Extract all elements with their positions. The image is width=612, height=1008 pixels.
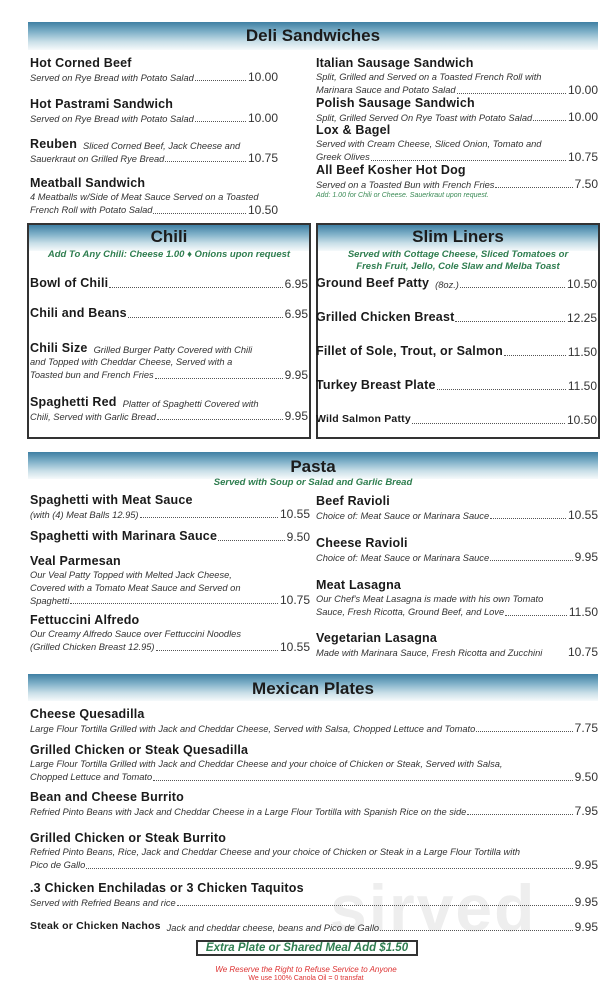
item-name-line <box>30 831 598 846</box>
menu-item <box>30 554 310 607</box>
section-header-slim <box>318 225 598 251</box>
slim-subtitle-1: Served with Cottage Cheese, Sliced Tomatoes or <box>347 249 569 260</box>
item-description: Sauce, Fresh Ricotta, Ground Beef, and Love <box>316 607 505 617</box>
item-name-line <box>30 554 310 569</box>
menu-item <box>30 276 308 291</box>
item-name-line <box>316 536 598 551</box>
item-price: 9.95 <box>574 920 598 934</box>
item-price: 10.75 <box>279 593 310 607</box>
item-description-line <box>30 594 310 607</box>
footer-line-2: We use 100% Canola Oil = 0 transfat <box>248 975 364 982</box>
item-description-line <box>316 178 598 191</box>
item-price: 9.95 <box>574 857 598 872</box>
menu-item <box>30 306 308 321</box>
item-description: Jack and cheddar cheese, beans and Pico de Gallo <box>166 922 380 933</box>
menu-item <box>30 395 308 423</box>
menu-item <box>316 163 598 201</box>
item-description: Sliced Corned Beef, Jack Cheese and <box>83 140 241 151</box>
item-name: Grilled Chicken or Steak Burrito <box>30 831 227 845</box>
item-name: Reuben <box>30 137 78 151</box>
item-name-line <box>316 56 598 71</box>
menu-item <box>30 56 278 84</box>
item-description: Greek Olives <box>316 152 370 162</box>
item-description: Choice of: Meat Sauce or Marinara Sauce <box>316 510 490 521</box>
section-header-deli <box>28 22 598 50</box>
item-price: 9.95 <box>574 550 598 564</box>
item-name: Chili Size <box>30 341 88 355</box>
item-description-line <box>30 508 310 521</box>
item-description: Grilled Burger Patty Covered with Chili <box>93 344 253 355</box>
item-description: Served with Cream Cheese, Sliced Onion, Tomato and <box>316 139 542 149</box>
item-description-line <box>30 859 598 872</box>
dot-leader <box>128 317 283 318</box>
item-description: Spaghetti <box>30 595 70 606</box>
item-name: Meatball Sandwich <box>30 176 146 190</box>
item-name: Grilled Chicken Breast <box>316 310 455 324</box>
item-price: 11.50 <box>567 379 597 393</box>
item-name: Cheese Quesadilla <box>30 707 145 721</box>
item-price: 10.50 <box>566 413 597 427</box>
item-name-line <box>30 276 308 291</box>
item-name: Grilled Chicken or Steak Quesadilla <box>30 743 249 757</box>
item-description: Served on a Toasted Bun with French Fries <box>316 179 495 190</box>
dot-leader <box>371 160 566 161</box>
item-description-line <box>30 191 278 204</box>
item-name-line <box>30 743 598 758</box>
item-description-line <box>30 71 278 84</box>
dot-leader <box>86 868 572 869</box>
menu-item <box>316 310 597 325</box>
item-name-line <box>30 56 278 71</box>
dot-leader <box>380 930 573 931</box>
watermark: sirved <box>330 871 537 945</box>
menu-item <box>30 529 310 544</box>
item-price: 10.55 <box>279 507 310 521</box>
item-name-line <box>30 707 598 722</box>
item-name: Spaghetti Red <box>30 395 117 409</box>
menu-item <box>316 123 598 164</box>
item-description-line <box>30 569 310 582</box>
item-price: 11.50 <box>568 604 598 619</box>
item-name-line <box>30 529 310 544</box>
item-description: Marinara Sauce and Potato Salad <box>316 85 456 95</box>
item-name: Bean and Cheese Burrito <box>30 790 184 804</box>
item-name: All Beef Kosher Hot Dog <box>316 163 466 177</box>
menu-item <box>30 613 310 654</box>
item-name: Lox & Bagel <box>316 123 391 137</box>
item-description: Chopped Lettuce and Tomato <box>30 772 153 782</box>
item-description-line <box>316 151 598 164</box>
item-price: 7.75 <box>574 721 598 735</box>
item-name-line <box>30 341 308 356</box>
item-name-line <box>30 493 310 508</box>
item-name: Turkey Breast Plate <box>316 378 436 392</box>
menu-item <box>316 276 597 291</box>
dot-leader <box>412 423 565 424</box>
menu-item <box>30 707 598 735</box>
dot-leader <box>153 213 245 214</box>
item-name-line <box>316 344 597 359</box>
section-header-chili <box>29 225 309 251</box>
dot-leader <box>504 355 566 356</box>
section-header-mexican <box>28 674 598 701</box>
item-description-line <box>30 805 598 818</box>
menu-item <box>30 831 598 872</box>
item-name-line <box>316 163 598 178</box>
item-name: Fillet of Sole, Trout, or Salmon <box>316 344 503 358</box>
item-name-line <box>316 96 598 111</box>
item-description: 4 Meatballs w/Side of Meat Sauce Served on a Toasted <box>30 192 259 202</box>
menu-item <box>316 344 597 359</box>
item-description-line <box>30 369 308 382</box>
item-name: Veal Parmesan <box>30 554 121 568</box>
item-description-line <box>316 646 598 659</box>
item-name: Hot Corned Beef <box>30 56 132 70</box>
item-price: 10.00 <box>247 111 278 125</box>
item-description: Chili, Served with Garlic Bread <box>30 411 157 422</box>
dot-leader <box>455 321 564 322</box>
dot-leader <box>177 905 573 906</box>
item-price: 10.00 <box>567 110 598 124</box>
dot-leader <box>70 603 278 604</box>
item-name-line <box>30 881 598 896</box>
item-name-line <box>316 378 597 393</box>
item-description-line <box>30 758 598 771</box>
menu-item <box>316 56 598 97</box>
item-description-line <box>30 204 278 217</box>
dot-leader <box>195 80 246 81</box>
item-name-line <box>316 494 598 509</box>
dot-leader <box>495 187 572 188</box>
item-price: 10.50 <box>247 202 278 217</box>
section-title: Deli Sandwiches <box>245 26 381 45</box>
item-description: Refried Pinto Beans with Jack and Cheddar Cheese in a Large Flour Tortilla with Spanish Rice on the side <box>30 806 467 817</box>
menu-item <box>30 137 278 165</box>
item-price: 7.95 <box>574 804 598 818</box>
item-description-line <box>30 152 278 165</box>
item-price: 9.50 <box>286 530 310 544</box>
item-name-line <box>316 412 597 427</box>
item-description: Toasted bun and French Fries <box>30 370 154 380</box>
item-name-line <box>30 395 308 410</box>
chili-subtitle: Add To Any Chili: Cheese 1.00 ♦ Onions upon request <box>47 249 291 260</box>
item-name: Bowl of Chili <box>30 276 109 290</box>
item-description: (Grilled Chicken Breast 12.95) <box>30 642 155 652</box>
item-name-line <box>30 919 598 934</box>
item-description-line <box>30 112 278 125</box>
dot-leader <box>157 419 283 420</box>
item-description-line <box>30 582 310 595</box>
item-description-line <box>30 628 310 641</box>
item-description: Sauerkraut on Grilled Rye Bread <box>30 153 165 164</box>
item-name: Spaghetti with Meat Sauce <box>30 493 193 507</box>
dot-leader <box>533 120 566 121</box>
item-name-line <box>316 631 598 646</box>
item-price: 11.50 <box>567 345 597 359</box>
dot-leader <box>140 517 278 518</box>
dot-leader <box>457 93 566 94</box>
item-price: 10.75 <box>247 151 278 165</box>
item-description-line <box>30 896 598 909</box>
item-price: 12.25 <box>566 311 597 325</box>
menu-item <box>316 494 598 522</box>
item-description-line <box>30 722 598 735</box>
item-description-line <box>316 606 598 619</box>
item-description: and Topped with Cheddar Cheese, Served with a <box>30 357 233 367</box>
item-price: 10.55 <box>279 639 310 654</box>
item-note: Add: 1.00 for Chili or Cheese. Sauerkraut upon request. <box>316 192 489 199</box>
pasta-subtitle: Served with Soup or Salad and Garlic Bread <box>213 477 413 488</box>
dot-leader <box>476 731 572 732</box>
section-title: Chili <box>150 227 188 246</box>
item-description: (with (4) Meat Balls 12.95) <box>30 509 139 520</box>
item-description: Split, Grilled Served On Rye Toast with Potato Salad <box>316 112 533 123</box>
item-name-line <box>316 310 597 325</box>
dot-leader <box>165 161 246 162</box>
item-description: Our Chef's Meat Lasagna is made with his own Tomato <box>316 594 544 604</box>
menu-item <box>30 743 598 784</box>
dot-leader <box>109 287 282 288</box>
menu-item <box>30 881 598 909</box>
item-name-line <box>316 123 598 138</box>
item-description-line <box>316 84 598 97</box>
menu-item <box>316 412 597 427</box>
item-name: Polish Sausage Sandwich <box>316 96 475 110</box>
item-description: Platter of Spaghetti Covered with <box>122 398 259 409</box>
menu-item <box>316 536 598 564</box>
dot-leader <box>155 378 283 379</box>
menu-item <box>316 378 597 393</box>
item-description-line <box>316 593 598 606</box>
dot-leader <box>490 518 566 519</box>
item-description-line <box>316 138 598 151</box>
item-name: Cheese Ravioli <box>316 536 408 550</box>
item-description-line <box>30 846 598 859</box>
item-description: Large Flour Tortilla Grilled with Jack and Cheddar Cheese, Served with Salsa, Chopped Lettuce and Tomato <box>30 723 476 734</box>
item-description: French Roll with Potato Salad <box>30 205 153 215</box>
item-price: 10.75 <box>567 645 598 659</box>
item-price: 10.00 <box>247 70 278 84</box>
item-name-line <box>30 97 278 112</box>
section-title: Pasta <box>290 457 336 476</box>
item-description: Our Veal Patty Topped with Melted Jack Cheese, <box>30 570 232 580</box>
slim-subtitle-2: Fresh Fruit, Jello, Cole Slaw and Melba Toast <box>356 261 560 272</box>
item-description-line <box>316 551 598 564</box>
dot-leader <box>218 540 285 541</box>
dot-leader <box>460 287 565 288</box>
item-price: 6.95 <box>284 307 308 321</box>
dot-leader <box>490 560 573 561</box>
dot-leader <box>505 615 567 616</box>
item-description: Split, Grilled and Served on a Toasted French Roll with <box>316 72 542 82</box>
item-description: Made with Marinara Sauce, Fresh Ricotta and Zucchini <box>316 647 543 658</box>
menu-item <box>30 493 310 521</box>
item-name-line <box>30 176 278 191</box>
item-name: Ground Beef Patty <box>316 276 430 290</box>
item-description-line <box>30 641 310 654</box>
item-name: Meat Lasagna <box>316 578 402 592</box>
item-price: 10.75 <box>567 149 598 164</box>
dot-leader <box>153 780 572 781</box>
item-description: (8oz.) <box>435 279 459 290</box>
item-description: Pico de Gallo <box>30 860 86 870</box>
menu-item <box>316 631 598 659</box>
item-description: Served with Refried Beans and rice <box>30 897 176 908</box>
item-name-line <box>316 276 597 291</box>
item-price: 9.95 <box>574 895 598 909</box>
item-price: 7.50 <box>574 177 598 191</box>
item-description-line <box>30 771 598 784</box>
item-description-line <box>316 71 598 84</box>
item-name: Italian Sausage Sandwich <box>316 56 474 70</box>
item-description: Served on Rye Bread with Potato Salad <box>30 72 194 83</box>
item-name: Spaghetti with Marinara Sauce <box>30 529 218 543</box>
item-price: 9.95 <box>284 367 308 382</box>
item-name: Hot Pastrami Sandwich <box>30 97 174 111</box>
menu-item <box>30 341 308 382</box>
item-name: Steak or Chicken Nachos <box>30 920 161 932</box>
item-description-line <box>30 410 308 423</box>
item-description: Choice of: Meat Sauce or Marinara Sauce <box>316 552 490 563</box>
dot-leader <box>195 121 246 122</box>
item-name-line <box>316 578 598 593</box>
item-name: Beef Ravioli <box>316 494 390 508</box>
item-price: 10.00 <box>567 82 598 97</box>
item-description-line <box>316 509 598 522</box>
footer-line-1: We Reserve the Right to Refuse Service to Anyone <box>215 965 397 974</box>
item-description: Large Flour Tortilla Grilled with Jack and Cheddar Cheese and your choice of Chicken or Steak, Served with Salsa, <box>30 759 503 769</box>
menu-item <box>30 176 278 217</box>
item-price: 10.55 <box>567 508 598 522</box>
section-header-pasta <box>28 452 598 479</box>
menu-item <box>30 919 598 934</box>
item-price: 9.95 <box>284 409 308 423</box>
menu-item <box>316 96 598 124</box>
item-name-line <box>30 790 598 805</box>
dot-leader <box>467 814 572 815</box>
item-name: Fettuccini Alfredo <box>30 613 140 627</box>
item-name: Chili and Beans <box>30 306 127 320</box>
item-name-line <box>30 137 278 152</box>
item-description: Refried Pinto Beans, Rice, Jack and Cheddar Cheese and your choice of Chicken or Steak in a Large Flour Tortilla with <box>30 847 521 857</box>
menu-item <box>316 578 598 619</box>
extra-plate-notice: Extra Plate or Shared Meal Add $1.50 <box>196 940 418 956</box>
item-price: 6.95 <box>284 277 308 291</box>
item-name: Vegetarian Lasagna <box>316 631 438 645</box>
item-description-line <box>30 356 308 369</box>
dot-leader <box>156 650 278 651</box>
item-name: .3 Chicken Enchiladas or 3 Chicken Taquitos <box>30 881 304 895</box>
item-price: 9.50 <box>574 769 598 784</box>
item-name-line <box>30 306 308 321</box>
section-title: Slim Liners <box>412 227 504 246</box>
item-name: Wild Salmon Patty <box>316 413 411 425</box>
item-description: Served on Rye Bread with Potato Salad <box>30 113 194 124</box>
dot-leader <box>437 389 566 390</box>
section-title: Mexican Plates <box>252 679 374 698</box>
menu-item <box>30 97 278 125</box>
item-name-line <box>30 613 310 628</box>
menu-item <box>30 790 598 818</box>
item-description: Our Creamy Alfredo Sauce over Fettuccini Noodles <box>30 629 241 639</box>
item-description: Covered with a Tomato Meat Sauce and Served on <box>30 582 241 593</box>
item-price: 10.50 <box>566 277 597 291</box>
